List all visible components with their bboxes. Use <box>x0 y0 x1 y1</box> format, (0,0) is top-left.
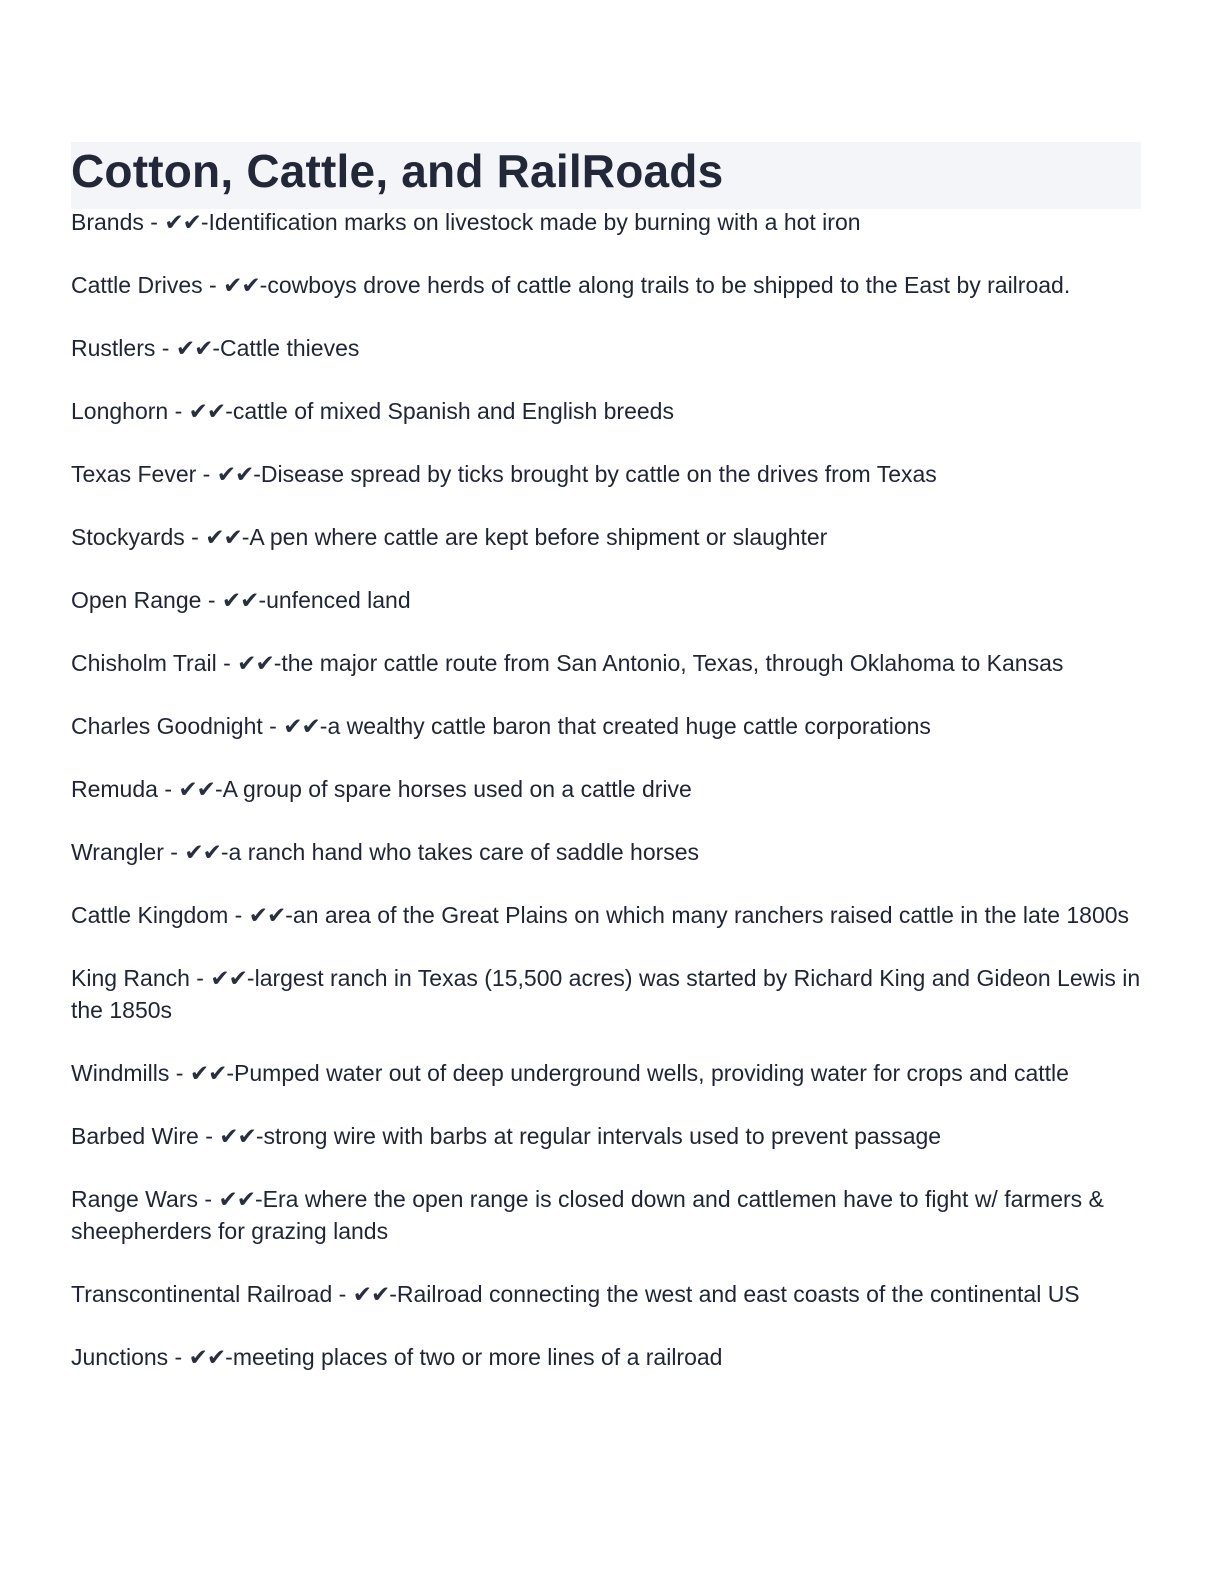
term-definition: -Disease spread by ticks brought by cattle on the drives from Texas <box>253 461 937 487</box>
double-check-icon: ✔✔ <box>164 209 201 235</box>
term-definition: -Identification marks on livestock made by burning with a hot iron <box>200 209 861 235</box>
term-name: Brands <box>71 209 144 235</box>
term-name: Rustlers <box>71 335 156 361</box>
term-separator: - <box>143 209 165 235</box>
term-separator: - <box>332 1281 353 1307</box>
term-definition: -Cattle thieves <box>212 335 360 361</box>
double-check-icon: ✔✔ <box>189 1060 227 1086</box>
term-list <box>71 206 1141 1373</box>
term-separator: - <box>196 461 217 487</box>
term-separator: - <box>155 335 176 361</box>
term-definition: -meeting places of two or more lines of a railroad <box>225 1344 723 1370</box>
term-entry <box>71 1183 1141 1247</box>
term-entry <box>71 206 1141 238</box>
term-entry <box>71 269 1141 301</box>
term-definition: -unfenced land <box>258 587 411 613</box>
term-entry <box>71 521 1141 553</box>
term-entry <box>71 773 1141 805</box>
double-check-icon: ✔✔ <box>283 713 320 739</box>
double-check-icon: ✔✔ <box>352 1281 390 1307</box>
term-definition: -Railroad connecting the west and east coasts of the continental US <box>389 1281 1080 1307</box>
term-entry <box>71 836 1141 868</box>
term-entry <box>71 395 1141 427</box>
term-separator: - <box>262 713 284 739</box>
term-entry <box>71 1278 1141 1310</box>
term-separator: - <box>228 902 249 928</box>
double-check-icon: ✔✔ <box>205 524 242 550</box>
term-name: Longhorn <box>71 398 169 424</box>
term-separator: - <box>197 1186 219 1212</box>
double-check-icon: ✔✔ <box>237 650 274 676</box>
term-name: Range Wars <box>71 1186 198 1212</box>
term-name: Barbed Wire <box>71 1123 199 1149</box>
document-body <box>71 142 1141 1404</box>
term-entry <box>71 1341 1141 1373</box>
term-name: Windmills <box>71 1060 170 1086</box>
term-entry <box>71 1120 1141 1152</box>
term-definition: -Era where the open range is closed down and cattlemen have to fight w/ farmers & sheepherders for grazing lands <box>71 1186 1104 1244</box>
term-definition: -the major cattle route from San Antonio, Texas, through Oklahoma to Kansas <box>273 650 1064 676</box>
term-separator: - <box>163 839 185 865</box>
term-entry <box>71 584 1141 616</box>
term-entry <box>71 899 1141 931</box>
term-entry <box>71 962 1141 1026</box>
term-separator: - <box>157 776 179 802</box>
term-separator: - <box>168 398 189 424</box>
term-name: Junctions <box>71 1344 169 1370</box>
double-check-icon: ✔✔ <box>188 398 226 424</box>
title-banner <box>71 142 1141 209</box>
term-definition: -cattle of mixed Spanish and English breeds <box>225 398 674 424</box>
term-entry <box>71 1057 1141 1089</box>
term-name: Chisholm Trail <box>71 650 217 676</box>
page-title: Cotton, Cattle, and RailRoads <box>71 144 724 197</box>
term-separator: - <box>202 272 224 298</box>
term-separator: - <box>189 965 211 991</box>
double-check-icon: ✔✔ <box>218 1186 255 1212</box>
term-definition: -strong wire with barbs at regular intervals used to prevent passage <box>255 1123 942 1149</box>
term-separator: - <box>198 1123 220 1149</box>
double-check-icon: ✔✔ <box>184 839 221 865</box>
term-definition: -an area of the Great Plains on which many ranchers raised cattle in the late 1800s <box>285 902 1130 928</box>
term-definition: -cowboys drove herds of cattle along trails to be shipped to the East by railroad. <box>259 272 1071 298</box>
term-definition: -Pumped water out of deep underground wells, providing water for crops and cattle <box>226 1060 1069 1086</box>
double-check-icon: ✔✔ <box>188 1344 226 1370</box>
double-check-icon: ✔✔ <box>175 335 213 361</box>
double-check-icon: ✔✔ <box>210 965 247 991</box>
term-name: Wrangler <box>71 839 164 865</box>
term-separator: - <box>169 1060 190 1086</box>
double-check-icon: ✔✔ <box>223 272 260 298</box>
term-separator: - <box>184 524 206 550</box>
term-name: King Ranch <box>71 965 190 991</box>
double-check-icon: ✔✔ <box>178 776 215 802</box>
term-name: Open Range <box>71 587 202 613</box>
double-check-icon: ✔✔ <box>216 461 254 487</box>
term-definition: -A group of spare horses used on a cattle drive <box>214 776 692 802</box>
term-name: Texas Fever <box>71 461 197 487</box>
term-name: Cattle Kingdom <box>71 902 229 928</box>
term-entry <box>71 332 1141 364</box>
term-name: Cattle Drives <box>71 272 203 298</box>
term-name: Charles Goodnight <box>71 713 263 739</box>
double-check-icon: ✔✔ <box>221 587 259 613</box>
double-check-icon: ✔✔ <box>219 1123 256 1149</box>
term-name: Transcontinental Railroad <box>71 1281 333 1307</box>
term-definition: -a wealthy cattle baron that created huge cattle corporations <box>319 713 931 739</box>
term-definition: -largest ranch in Texas (15,500 acres) was started by Richard King and Gideon Lewis in the 1850s <box>71 965 1141 1023</box>
term-separator: - <box>201 587 222 613</box>
term-entry <box>71 647 1141 679</box>
term-name: Remuda <box>71 776 158 802</box>
term-name: Stockyards <box>71 524 185 550</box>
double-check-icon: ✔✔ <box>248 902 286 928</box>
term-separator: - <box>168 1344 189 1370</box>
term-separator: - <box>216 650 238 676</box>
term-definition: -a ranch hand who takes care of saddle horses <box>220 839 700 865</box>
term-definition: -A pen where cattle are kept before shipment or slaughter <box>241 524 828 550</box>
term-entry <box>71 710 1141 742</box>
term-entry <box>71 458 1141 490</box>
